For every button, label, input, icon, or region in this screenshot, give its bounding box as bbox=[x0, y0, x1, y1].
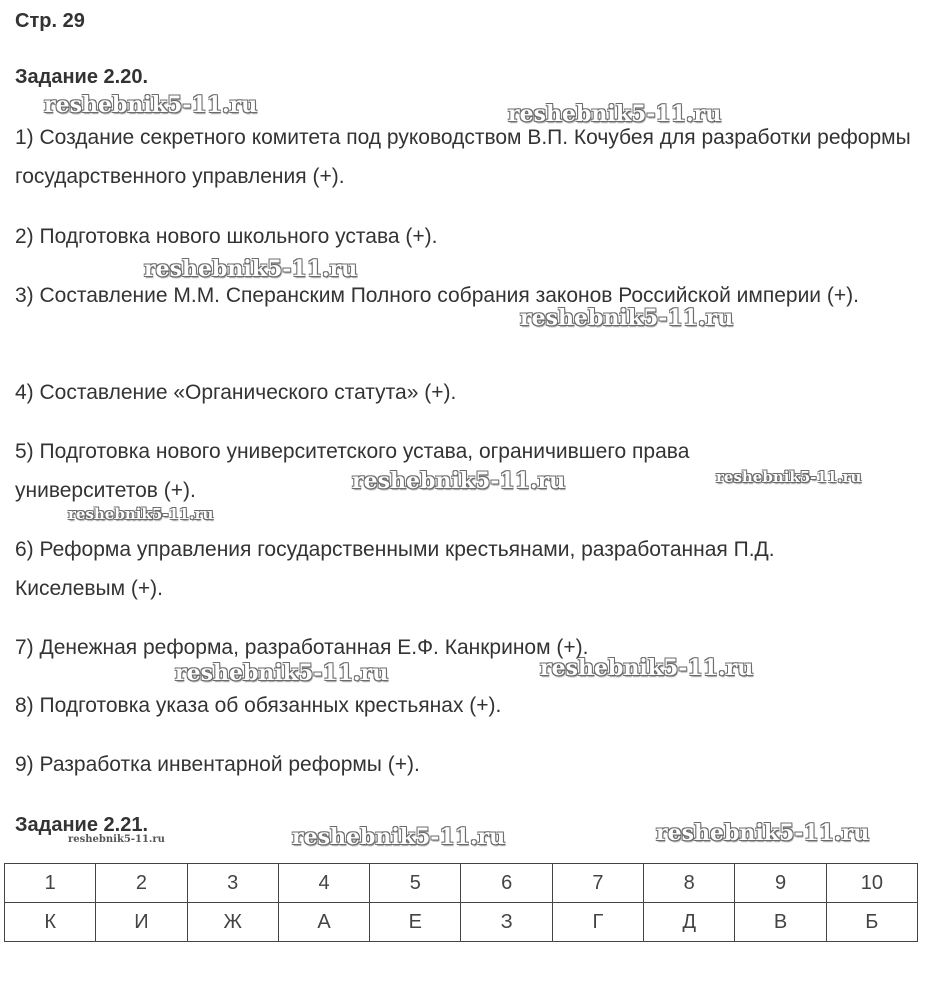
page-number: Стр. 29 bbox=[15, 10, 85, 32]
table-cell: И bbox=[96, 903, 187, 942]
watermark: reshebnik5-11.ru bbox=[68, 505, 214, 523]
table-cell: 4 bbox=[278, 864, 369, 903]
task-title: Задание 2.21. bbox=[15, 814, 149, 836]
answer-item-7: 7) Денежная реформа, разработанная Е.Ф. Канкрином (+). bbox=[15, 636, 589, 659]
table-cell: 2 bbox=[96, 864, 187, 903]
table-cell: К bbox=[5, 903, 96, 942]
watermark: reshebnik5-11.ru bbox=[716, 468, 862, 486]
watermark: reshebnik5-11.ru bbox=[68, 834, 165, 845]
answer-item-6: 6) Реформа управления государственными крестьянами, разработанная П.Д. Киселевым (+). bbox=[15, 538, 775, 600]
answer-item-5: 5) Подготовка нового университетского устава, ограничившего права университетов (+). bbox=[15, 440, 690, 502]
table-cell: 8 bbox=[644, 864, 735, 903]
table-cell: В bbox=[735, 903, 826, 942]
table-cell: Ж bbox=[187, 903, 278, 942]
watermark: reshebnik5-11.ru bbox=[540, 655, 754, 681]
answer-item-9: 9) Разработка инвентарной реформы (+). bbox=[15, 753, 420, 776]
answer-item-2: 2) Подготовка нового школьного устава (+). bbox=[15, 225, 438, 248]
watermark: reshebnik5-11.ru bbox=[44, 92, 258, 118]
table-row bbox=[5, 864, 918, 903]
watermark: reshebnik5-11.ru bbox=[656, 820, 870, 846]
table-cell: 5 bbox=[370, 864, 461, 903]
watermark: reshebnik5-11.ru bbox=[144, 256, 358, 282]
watermark: reshebnik5-11.ru bbox=[292, 824, 506, 850]
table-cell: 7 bbox=[552, 864, 643, 903]
table-row bbox=[5, 903, 918, 942]
answer-item-3: 3) Составление М.М. Сперанским Полного собрания законов Российской империи (+). bbox=[15, 284, 859, 307]
table-cell: 9 bbox=[735, 864, 826, 903]
table-cell: З bbox=[461, 903, 552, 942]
table-cell: 6 bbox=[461, 864, 552, 903]
answer-item-4: 4) Составление «Органического статута» (+). bbox=[15, 381, 457, 404]
table-cell: 10 bbox=[826, 864, 917, 903]
table-cell: А bbox=[278, 903, 369, 942]
table-cell: Б bbox=[826, 903, 917, 942]
watermark: reshebnik5-11.ru bbox=[520, 305, 734, 331]
watermark: reshebnik5-11.ru bbox=[352, 468, 566, 494]
answer-table bbox=[4, 863, 918, 942]
task-title: Задание 2.20. bbox=[15, 66, 149, 88]
watermark: reshebnik5-11.ru bbox=[175, 660, 389, 686]
table-cell: Е bbox=[370, 903, 461, 942]
table-cell: Д bbox=[644, 903, 735, 942]
table-cell: 1 bbox=[5, 864, 96, 903]
answer-item-1: 1) Создание секретного комитета под руководством В.П. Кочубея для разработки реформы государственного управления (+). bbox=[15, 126, 911, 188]
watermark: reshebnik5-11.ru bbox=[508, 101, 722, 127]
table-cell: Г bbox=[552, 903, 643, 942]
table-cell: 3 bbox=[187, 864, 278, 903]
answer-item-8: 8) Подготовка указа об обязанных крестьянах (+). bbox=[15, 694, 502, 717]
